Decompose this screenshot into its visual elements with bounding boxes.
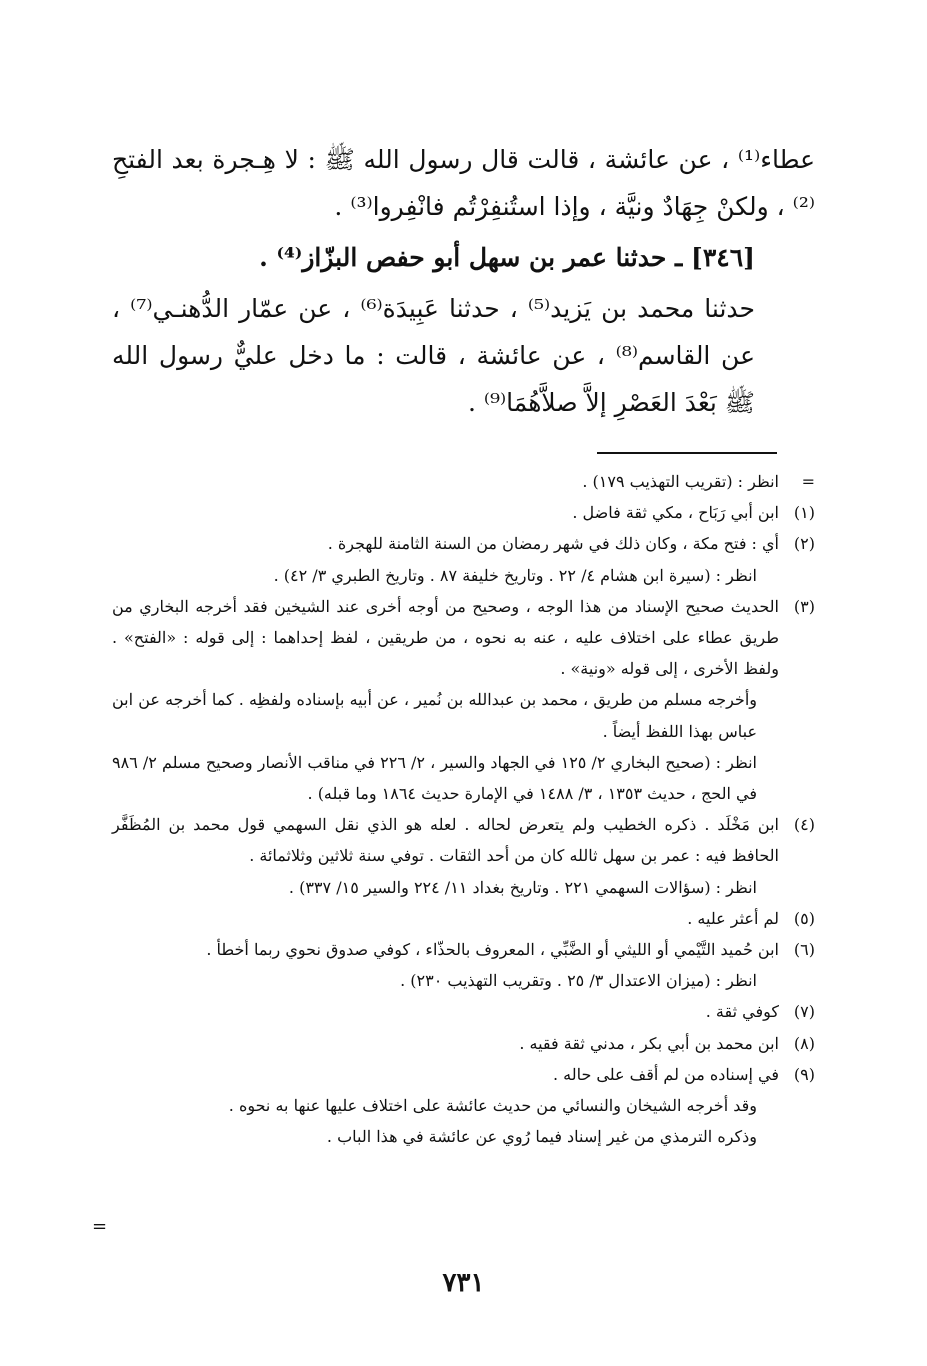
footnote-subline: انظر : (صحيح البخاري ٢/ ١٢٥ في الجهاد والسير ، ٢/ ٢٢٦ في مناقب الأنصار وصحيح مسلم ٢/ ٩٨٦ في الحج ، حديث ١٣٥٣ ، ٣/ ١٤٨٨ في الإمارة حديث ١٨٦٤ وما قبله) .: [112, 752, 757, 804]
page-number: ٧٣١: [442, 1268, 485, 1298]
footnote-separator: [597, 452, 777, 454]
footnote-number: (١): [793, 503, 815, 523]
footnote-subline: وقد أخرجه الشيخان والنسائي من حديث عائشة على اختلاف عليها عنها به نحوه .: [228, 1096, 757, 1116]
footnote-number: =: [801, 472, 815, 491]
footnote-text: كوفي ثقة .: [705, 1002, 779, 1022]
footnote-7: [112, 996, 815, 1027]
footnote-text: ابن مَخْلَد . ذكره الخطيب ولم يتعرض لحاله . لعله هو الذي نقل السهمي قول محمد بن المُظَفَّر الحافظ فيه : عمر بن سهل ثالله كان من أحد الثقات . توفي سنة ثلاثين وثلاثمائة .: [112, 815, 779, 866]
paragraph-1: عطاء⁽¹⁾ ، عن عائشة ، قالت قال رسول الله ﷺ : لا هِـجرة بعد الفتحِ ⁽²⁾ ، ولكنْ جِهَادٌ ونيَّة ، وإذا استُنفِرْتُم فانْفِروا⁽³⁾ .: [112, 145, 815, 221]
paragraph-2: حدثنا محمد بن يَزيد⁽⁵⁾ ، حدثنا عَبِيدَة⁽⁶⁾ ، عن عمّار الدُّهنـي⁽⁷⁾ ، عن القاسم⁽⁸⁾ ، عن عائشة ، قالت : ما دخل عليٌّ رسول الله ﷺ بَعْدَ العَصْرِ إلاَّ صلاَّهُمَا⁽⁹⁾ .: [112, 294, 756, 417]
footnote-text: ابن أبي رَبَاح ، مكي ثقة فاضل .: [572, 503, 779, 523]
footnote-subline: انظر : (ميزان الاعتدال ٣/ ٢٥ . وتقريب التهذيب ٢٣٠) .: [400, 971, 757, 991]
footnote-text: ابن محمد بن أبي بكر ، مدني ثقة فقيه .: [519, 1033, 779, 1053]
hadith-heading: [٣٤٦] ـ حدثنا عمر بن سهل أبو حفص البزّاز⁽⁴⁾ .: [259, 243, 755, 272]
footnote-number: (٦): [793, 940, 815, 960]
footnote-9: [112, 1059, 815, 1153]
footnote-number: (٣): [793, 596, 815, 616]
footnote-4: [112, 809, 815, 903]
footnote-subline: انظر : (سيرة ابن هشام ٤/ ٢٢ . وتاريخ خليفة ٨٧ . وتاريخ الطبري ٣/ ٤٢) .: [273, 565, 757, 585]
footnote-number: (٨): [793, 1033, 815, 1053]
footnote-continuation: [112, 466, 815, 497]
footnote-text: لم أعثر عليه .: [687, 908, 779, 928]
footnote-5: [112, 903, 815, 934]
footnote-1: [112, 497, 815, 528]
footnote-number: (٩): [793, 1064, 815, 1084]
footnote-text: ابن حُميد التَّيْمي أو الليثي أو الضَّبِّي ، المعروف بالحذّاء ، كوفي صدوق نحوي ربما أخطأ .: [206, 940, 779, 960]
footnote-number: (٧): [793, 1002, 815, 1022]
footnote-8: [112, 1028, 815, 1059]
footnote-text: أي : فتح مكة ، وكان ذلك في شهر رمضان من السنة الثامنة للهجرة .: [327, 534, 779, 554]
footnote-number: (٢): [793, 534, 815, 554]
footnote-text: الحديث صحيح الإسناد من هذا الوجه ، وصحيح من أوجه أخرى عند الشيخين فقد أخرجه البخاري من طريق عطاء على اختلاف عليه ، عنه به نحوه ، من طريقين ، لفظ إحداهما : إلى قوله : «الفتح» . ولفظ الأخرى ، إلى قوله «ونية» .: [112, 596, 779, 679]
footnote-subline: وأخرجه مسلم من طريق ، محمد بن عبدالله بن نُمير ، عن أبيه بإسناده ولفظِه . كما أخرجه عن ابن عباس بهذا اللفظ أيضاً .: [112, 690, 757, 741]
footnote-text: انظر : (تقريب التهذيب ١٧٩) .: [582, 472, 779, 491]
footnote-subline: وذكره الترمذي من غير إسناد فيما رُوي عن عائشة في هذا الباب .: [326, 1127, 757, 1147]
main-text: [112, 136, 815, 426]
footnotes: [112, 466, 815, 1152]
footnote-number: (٥): [793, 908, 815, 928]
footnote-3: [112, 591, 815, 809]
footnote-number: (٤): [793, 815, 815, 835]
footnote-text: في إسناده من لم أقف على حاله .: [552, 1064, 779, 1084]
footnote-6: [112, 934, 815, 996]
footnote-subline: انظر : (سؤالات السهمي ٢٢١ . وتاريخ بغداد ١١/ ٢٢٤ والسير ١٥/ ٣٣٧) .: [288, 877, 757, 897]
continuation-mark: =: [92, 1216, 108, 1237]
footnote-2: [112, 528, 815, 590]
